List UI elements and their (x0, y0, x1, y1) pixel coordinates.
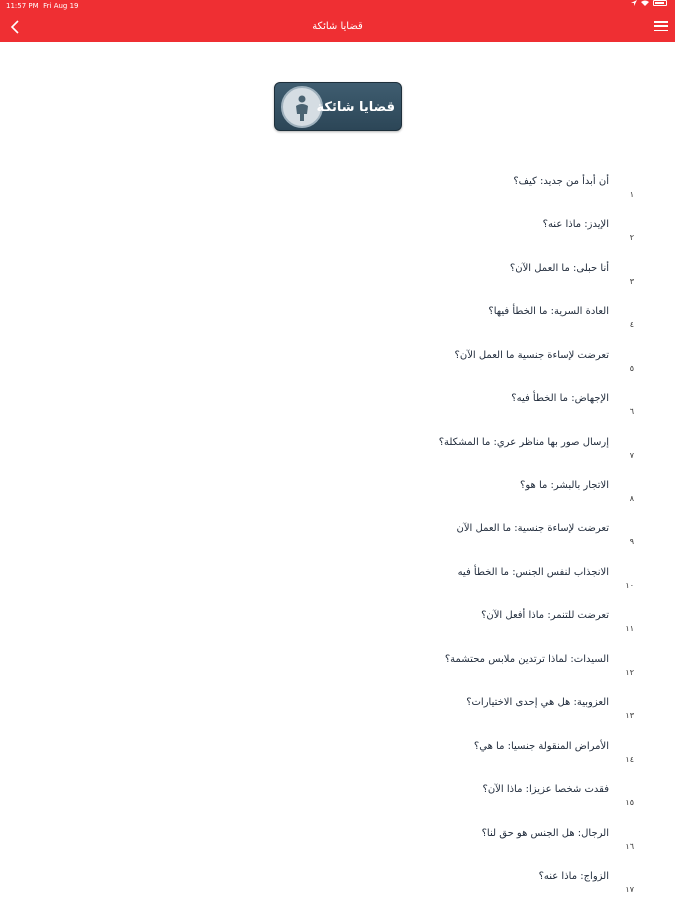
list-item-title: تعرضت للتنمر: ماذا أفعل الآن؟ (481, 610, 609, 621)
list-item-number: ٩ (629, 537, 634, 546)
list-item-title: السيدات: لماذا ترتدين ملابس محتشمة؟ (444, 654, 609, 665)
list-item[interactable] (0, 784, 675, 824)
status-bar (0, 0, 675, 12)
list-item[interactable] (0, 741, 675, 781)
list-item[interactable] (0, 567, 675, 607)
list-item-title: الإجهاض: ما الخطأ فيه؟ (511, 393, 609, 404)
list-item-number: ٧ (629, 451, 634, 460)
list-item[interactable] (0, 871, 675, 900)
list-item[interactable] (0, 828, 675, 868)
list-item[interactable] (0, 697, 675, 737)
list-item[interactable] (0, 263, 675, 303)
list-item-number: ٥ (629, 364, 634, 373)
status-date: Fri Aug 19 (43, 2, 79, 10)
list-item-title: الأمراض المنقولة جنسيا: ما هي؟ (473, 741, 609, 752)
list-item[interactable] (0, 306, 675, 346)
location-icon (631, 0, 637, 6)
list-item-number: ١٠ (625, 581, 634, 590)
list-item[interactable] (0, 610, 675, 650)
list-item-title: العزوبية: هل هي إحدى الاختيارات؟ (466, 697, 609, 708)
nav-bar (0, 12, 675, 42)
list-item[interactable] (0, 480, 675, 520)
list-item-number: ١٥ (625, 798, 634, 807)
list-item-number: ٦ (629, 407, 634, 416)
list-item-title: إرسال صور بها مناظر عري: ما المشكلة؟ (438, 437, 609, 448)
list-item[interactable] (0, 176, 675, 216)
list-item-title: العادة السرية: ما الخطأ فيها؟ (488, 306, 609, 317)
list-item-number: ١٢ (625, 668, 634, 677)
list-item-number: ١٣ (625, 711, 634, 720)
list-item-number: ٢ (629, 233, 634, 242)
status-time (6, 0, 79, 12)
list-item-title: الزواج: ماذا عنه؟ (538, 871, 609, 882)
page-title: قضايا شائكة (312, 21, 363, 32)
list-item-number: ١٤ (625, 755, 634, 764)
list-item-number: ٣ (629, 277, 634, 286)
hamburger-menu-icon[interactable] (653, 18, 669, 34)
list-item-number: ١٧ (625, 885, 634, 894)
list-item-number: ١٦ (625, 842, 634, 851)
list-item[interactable] (0, 393, 675, 433)
list-item[interactable] (0, 523, 675, 563)
category-banner (274, 82, 402, 131)
wifi-icon (641, 0, 649, 6)
list-item-title: الإيدز: ماذا عنه؟ (542, 219, 609, 230)
banner-text: قضايا شائكة (316, 100, 395, 115)
list-item[interactable] (0, 219, 675, 259)
list-item-number: ١ (629, 190, 634, 199)
back-button[interactable] (4, 12, 26, 42)
chevron-left-icon (10, 20, 20, 34)
status-time-text: 11:57 PM (6, 2, 39, 10)
list-item-title: أن أبدأ من جديد: كيف؟ (513, 176, 609, 187)
list-item-number: ١١ (625, 624, 634, 633)
list-item[interactable] (0, 350, 675, 390)
list-item-title: فقدت شخصا عزيزا: ماذا الآن؟ (482, 784, 609, 795)
list-item-title: الرجال: هل الجنس هو حق لنا؟ (481, 828, 609, 839)
battery-icon (653, 0, 667, 6)
list-item-title: الاتجار بالبشر: ما هو؟ (520, 480, 609, 491)
list-item-title: أنا حبلى: ما العمل الآن؟ (509, 263, 609, 274)
list-item-title: تعرضت لإساءة جنسية: ما العمل الآن (456, 523, 609, 534)
list-item[interactable] (0, 654, 675, 694)
top-bar (0, 0, 675, 42)
status-icons (631, 0, 667, 6)
list-item-title: الانجذاب لنفس الجنس: ما الخطأ فيه (457, 567, 609, 578)
list-item-title: تعرضت لإساءة جنسية ما العمل الآن؟ (454, 350, 609, 361)
list-item-number: ٤ (629, 320, 634, 329)
list-item-number: ٨ (629, 494, 634, 503)
list-item[interactable] (0, 437, 675, 477)
